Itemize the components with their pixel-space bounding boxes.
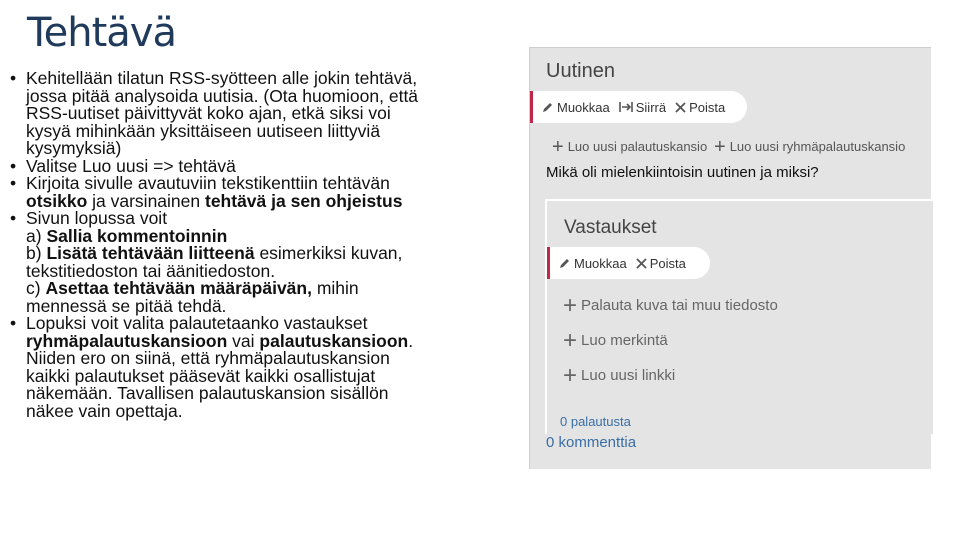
bullet-dot: • [10,173,17,193]
bullet-dot: • [10,155,17,176]
add-return-folder-button[interactable] [552,135,708,158]
add-group-return-folder-label: Luo uusi ryhmäpalautuskansio [729,139,906,154]
text-run: Asettaa tehtävään määräpäivän, [45,278,312,298]
text-run: Lisätä tehtävään liitteenä [46,243,255,263]
bullet-dot: • [10,68,17,88]
text-run: RSS-uutiset päivittyvät koko ajan, etkä siksi voi [26,103,391,123]
text-run: näkemään. Tavallisen palautuskansion sisällön [26,383,389,403]
text-run: mennessä se pitää tehdä. [26,295,227,316]
text-run: mihin [311,278,359,298]
add-group-return-folder-button[interactable] [714,135,906,158]
edit-label: Muokkaa [557,99,610,115]
list-item-line [26,400,490,421]
close-icon [636,258,647,269]
plus-icon: + [714,135,726,158]
text-run: esimerkiksi kuvan, [254,243,403,263]
create-entry-label: Luo merkintä [581,332,668,349]
text-run: b) [26,243,47,263]
text-run: ja varsinainen [87,190,205,211]
edit-button[interactable] [542,100,610,115]
answers-title: Vastaukset [564,217,657,238]
screenshot-panel [529,47,931,469]
add-return-folder-label: Luo uusi palautuskansio [567,139,708,154]
post-actions-bar [530,91,747,123]
plus-icon: + [552,135,564,158]
text-run: Lopuksi voit valita palautetaanko vastaukset [26,313,368,333]
create-link-label: Luo uusi linkki [581,367,676,384]
upload-file-label: Palauta kuva tai muu tiedosto [581,297,778,314]
text-run: c) [26,278,46,298]
text-run: a) [26,225,47,246]
instruction-list [10,70,490,420]
comments-count-link[interactable]: 0 kommenttia [546,434,637,451]
text-run: kysyä mihinkään yksittäiseen uutiseen liittyviä [26,120,381,141]
upload-file-button[interactable] [563,291,778,319]
text-run: jossa pitää analysoida uutisia. (Ota huomioon, että [26,85,419,106]
text-run: näkee vain opettaja. [26,400,183,421]
list-item [10,175,490,210]
returns-count-link[interactable]: 0 palautusta [560,414,631,429]
bullet-dot: • [10,313,17,333]
move-icon [619,101,633,113]
bullet-dot: • [10,208,17,228]
list-item [10,315,490,420]
text-run: ryhmäpalautuskansioon [26,330,228,351]
text-run: kysymyksiä) [26,138,122,158]
text-run: kaikki palautukset pääsevät kaikki osallistujat [26,365,376,386]
list-item [10,70,490,158]
assignment-question: Mikä oli mielenkiintoisin uutinen ja miksi? [546,164,819,181]
text-run: Valitse Luo uusi => tehtävä [26,155,236,176]
text-run: tekstitiedoston tai äänitiedoston. [26,260,276,281]
answers-panel [545,199,933,434]
text-run: Kehitellään tilatun RSS-syötteen alle jokin tehtävä, [26,68,418,88]
page-title: Tehtävä [27,10,176,56]
text-run: palautuskansioon [259,330,409,351]
move-button[interactable] [619,100,666,115]
text-run: Kirjoita sivulle avautuviin tekstikenttiin tehtävän [26,173,390,193]
text-run: vai [227,330,260,351]
post-title: Uutinen [546,60,615,82]
plus-icon: + [563,291,578,319]
pencil-icon [542,101,554,113]
pencil-icon [559,257,571,269]
close-icon [675,102,686,113]
answers-actions-bar [547,247,710,279]
text-run: Sivun lopussa voit [26,208,168,228]
delete-button[interactable] [675,100,725,115]
delete-label: Poista [689,99,726,115]
plus-icon: + [563,326,578,354]
text-run: Sallia kommentoinnin [46,225,228,246]
move-label: Siirrä [635,99,667,115]
list-item [10,210,490,315]
answers-edit-button[interactable] [559,256,627,271]
create-link-button[interactable] [563,361,676,389]
answers-delete-button[interactable] [636,256,686,271]
create-entry-button[interactable] [563,326,668,354]
text-run: . [408,330,414,351]
answers-delete-label: Poista [649,255,686,271]
text-run: Niiden ero on siinä, että ryhmäpalautuskansion [26,348,390,368]
plus-icon: + [563,361,578,389]
text-run: tehtävä ja sen ohjeistus [205,190,403,211]
answers-edit-label: Muokkaa [574,255,627,271]
text-run: otsikko [26,190,88,211]
